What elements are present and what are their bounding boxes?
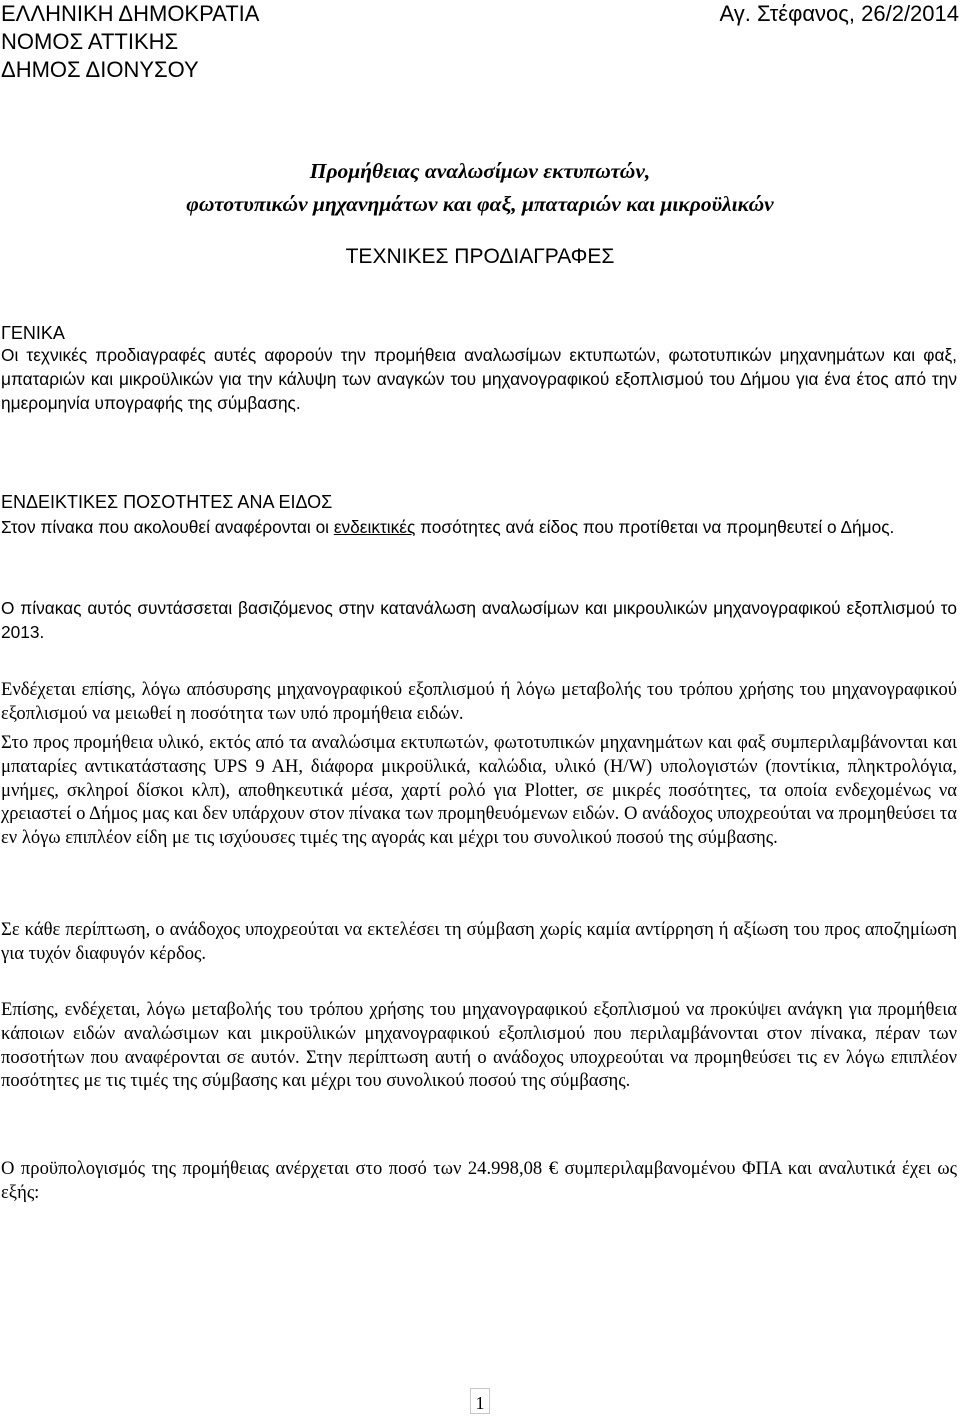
title-line-1: Προμήθειας αναλωσίμων εκτυπωτών, bbox=[309, 159, 651, 183]
general-heading: ΓΕΝΙΚΑ bbox=[1, 323, 65, 343]
general-paragraph: Οι τεχνικές προδιαγραφές αυτές αφορούν την προμήθεια αναλωσίμων εκτυπωτών, φωτοτυπικών μηχανημάτων και φαξ, μπαταριών και μικροϋλικών για την κάλυψη των αναγκών του μηχανογραφικού εξοπλισμού του Δήμου για ένα έτος από την ημερομηνία υπογραφής της σύμβασης. bbox=[1, 345, 957, 413]
quantities-heading: ΕΝΔΕΙΚΤΙΚΕΣ ΠΟΣΟΤΗΤΕΣ ΑΝΑ ΕΙΔΟΣ bbox=[1, 492, 333, 512]
title-line-2: φωτοτυπικών μηχανημάτων και φαξ, μπαταριών και μικροϋλικών bbox=[186, 192, 774, 216]
quantities-paragraph bbox=[1, 516, 957, 540]
paragraph-obligation: Σε κάθε περίπτωση, ο ανάδοχος υποχρεούται να εκτελέσει τη σύμβαση χωρίς καμία αντίρρηση ή αξίωση του προς αποζημίωση για τυχόν διαφυγόν κέρδος. bbox=[1, 919, 957, 964]
municipality-name: ΔΗΜΟΣ ΔΙΟΝΥΣΟΥ bbox=[1, 57, 199, 82]
paragraph-extra-quantities: Επίσης, ενδέχεται, λόγω μεταβολής του τρόπου χρήσης του μηχανογραφικού εξοπλισμού να προκύψει ανάγκη για προμήθεια κάποιων ειδών αναλώσιμων και μικροϋλικών μηχανογραφικού εξοπλισμού που περιλαμβάνονται στον πίνακα, πέραν των ποσοτήτων που αναφέρονται σε αυτόν. Στην περίπτωση αυτή ο ανάδοχος υποχρεούται να προμηθεύσει τις εν λόγω επιπλέον ποσότητες με τις τιμές της σύμβασης και μέχρι του συνολικού ποσού της σύμβασης. bbox=[1, 999, 957, 1092]
country-name: ΕΛΛΗΝΙΚΗ ΔΗΜΟΚΡΑΤΙΑ bbox=[1, 1, 260, 26]
indicative-word: ενδεικτικές bbox=[333, 517, 416, 537]
paragraph-budget: Ο προϋπολογισμός της προμήθειας ανέρχεται στο ποσό των 24.998,08 € συμπεριλαμβανομένου ΦΠΑ και αναλυτικά έχει ως εξής: bbox=[1, 1158, 957, 1203]
tech-specs-heading: ΤΕΧΝΙΚΕΣ ΠΡΟΔΙΑΓΡΑΦΕΣ bbox=[345, 245, 615, 268]
quantities-text-start: Στον πίνακα που ακολουθεί αναφέρονται οι bbox=[1, 517, 334, 537]
place-date: Αγ. Στέφανος, 26/2/2014 bbox=[719, 1, 959, 26]
paragraph-reduction: Ενδέχεται επίσης, λόγω απόσυρσης μηχανογραφικού εξοπλισμού ή λόγω μεταβολής του τρόπου χρήσης του μηχανογραφικού εξοπλισμού να μειωθεί η ποσότητα των υπό προμήθεια ειδών. bbox=[1, 679, 957, 724]
quantities-text-end: ποσότητες ανά είδος που προτίθεται να προμηθευτεί ο Δήμος. bbox=[415, 517, 895, 537]
paragraph-table-basis: Ο πίνακας αυτός συντάσσεται βασιζόμενος στην κατανάλωση αναλωσίμων και μικρουλικών μηχανογραφικού εξοπλισμού το 2013. bbox=[1, 598, 957, 642]
document-title bbox=[0, 155, 960, 221]
prefecture-name: ΝΟΜΟΣ ΑΤΤΙΚΗΣ bbox=[1, 29, 179, 54]
paragraph-additional-items: Στο προς προμήθεια υλικό, εκτός από τα αναλώσιμα εκτυπωτών, φωτοτυπικών μηχανημάτων και φαξ συμπεριλαμβάνονται και μπαταρίες αντικατάστασης UPS 9 AH, διάφορα μικροϋλικά, καλώδια, υλικό (H/W) υπολογιστών (ποντίκια, πληκτρολόγια, μνήμες, σκληροί δίσκοι κλπ), αποθηκευτικά μέσα, χαρτί ρολό για Plotter, σε μικρές ποσότητες, τα οποία ενδεχομένως να χρειαστεί ο Δήμος μας και δεν υπάρχουν στον πίνακα των προμηθευόμενων ειδών. Ο ανάδοχος υποχρεούται να προμηθεύσει τα εν λόγω επιπλέον είδη με τις ισχύουσες τιμές της αγοράς και μέχρι του συνολικού ποσού της σύμβασης. bbox=[1, 732, 957, 849]
page-number: 1 bbox=[470, 1388, 490, 1414]
document-header bbox=[1, 0, 959, 84]
